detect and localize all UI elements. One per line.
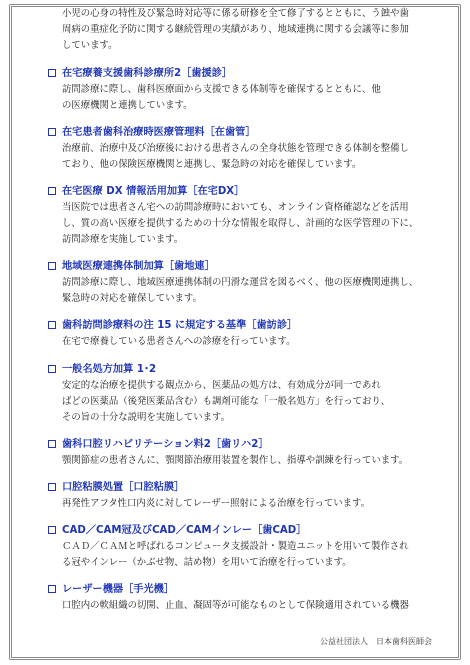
item-description: 安定的な治療を提供する観点から、医薬品の処方は、有効成分が同一であれ ばどの医薬品（後発医薬品含む）も調剤可能な「一般名処方」を行っており、 その旨の十分な説明を実施しています。 [62,380,391,423]
item-laser [48,582,440,614]
item-shichiren [48,259,440,307]
item-heading-text: 在宅医療 DX 情報活用加算［在宅DX］ [62,186,245,197]
item-zaitaku-dx [48,184,440,248]
checkbox-icon [48,440,56,448]
item-heading-text: 口腔粘膜処置［口腔粘膜］ [62,482,185,493]
item-description: 口腔内の軟組織の切開、止血、凝固等が可能なものとして保険適用されている機器 [62,600,409,611]
item-cad-cam [48,523,440,571]
item-description: 当医院では患者さん宅への訪問診療時においても、オンライン資格確認などを活用 し、質の高い医療を提供するための十分な情報を取得し、計画的な医学管理の下に、 訪問診療を実施しています。 [62,202,419,245]
checkbox-icon [48,262,56,270]
item-description: 訪問診療に際し、地域医療連携体制の円滑な運営を図るべく、他の医療機関連携し、 緊急時の対応を確保しています。 [62,277,419,304]
item-heading [48,582,440,598]
checkbox-icon [48,69,56,77]
item-heading-text: 地域医療連携体制加算［歯地連］ [62,261,215,272]
item-heading-text: 歯科訪問診療料の注 15 に規定する基準［歯訪診］ [62,320,298,331]
item-heading-text: 在宅療養支援歯科診療所2［歯援診］ [62,68,233,79]
item-heading-text: CAD／CAM冠及びCAD／CAMインレー［歯CAD］ [62,525,307,536]
checkbox-icon [48,526,56,534]
item-zaishikan [48,125,440,173]
item-heading [48,523,440,539]
checkbox-icon [48,128,56,136]
item-description: 治療前、治療中及び治療後における患者さんの全身状態を管理できる体制を整備し ており、他の保険医療機関と連携し、緊急時の対応を確保しています。 [62,143,409,170]
item-description: 顎関節症の患者さんに、顎関節治療用装置を製作し、指導や訓練を行っています。 [62,455,409,466]
checkbox-icon [48,483,56,491]
item-heading [48,480,440,496]
item-haenshin [48,66,440,114]
checkbox-icon [48,585,56,593]
item-ippanmei-shohou [48,362,440,426]
lead-paragraph: 小児の心身の特性及び緊急時対応等に係る研修を全て修了するとともに、う蝕や歯 周病の重症化予防に関する継続管理の実績があり、地域連携に関する会議等に参加 しています。 [62,8,409,51]
item-description: 訪問診療に際し、歯科医療面から支援できる体制等を確保するとともに、他 の医療機関と連携しています。 [62,84,381,111]
item-heading [48,184,440,200]
item-heading-text: 歯科口腔リハビリテーション料2［歯リハ2］ [62,439,269,450]
item-heading [48,125,440,141]
item-heading [48,318,440,334]
item-description: ＣＡＤ／ＣＡＭと呼ばれるコンピュータ支援設計・製造ユニットを用いて製作され る冠やインレー（かぶせ物、詰め物）を用いて治療を行っています。 [62,541,409,568]
item-description: 再発性アフタ性口内炎に対してレーザー照射による治療を行っています。 [62,498,370,509]
checkbox-icon [48,187,56,195]
document-content [48,6,440,614]
item-heading [48,66,440,82]
checkbox-icon [48,321,56,329]
item-heading-text: 在宅患者歯科治療時医療管理料［在歯管］ [62,127,256,138]
item-shiriha [48,437,440,469]
publisher-footer: 公益社団法人 日本歯科医師会 [320,637,432,646]
checkbox-icon [48,365,56,373]
item-heading-text: 一般名処方加算 1･2 [62,364,157,375]
item-heading [48,362,440,378]
item-heading [48,259,440,275]
item-koukuu-nenmaku [48,480,440,512]
item-description: 在宅で療養している患者さんへの診療を行っています。 [62,336,296,347]
item-heading [48,437,440,453]
item-shihoushin [48,318,440,350]
item-heading-text: レーザー機器［手光機］ [62,584,175,595]
